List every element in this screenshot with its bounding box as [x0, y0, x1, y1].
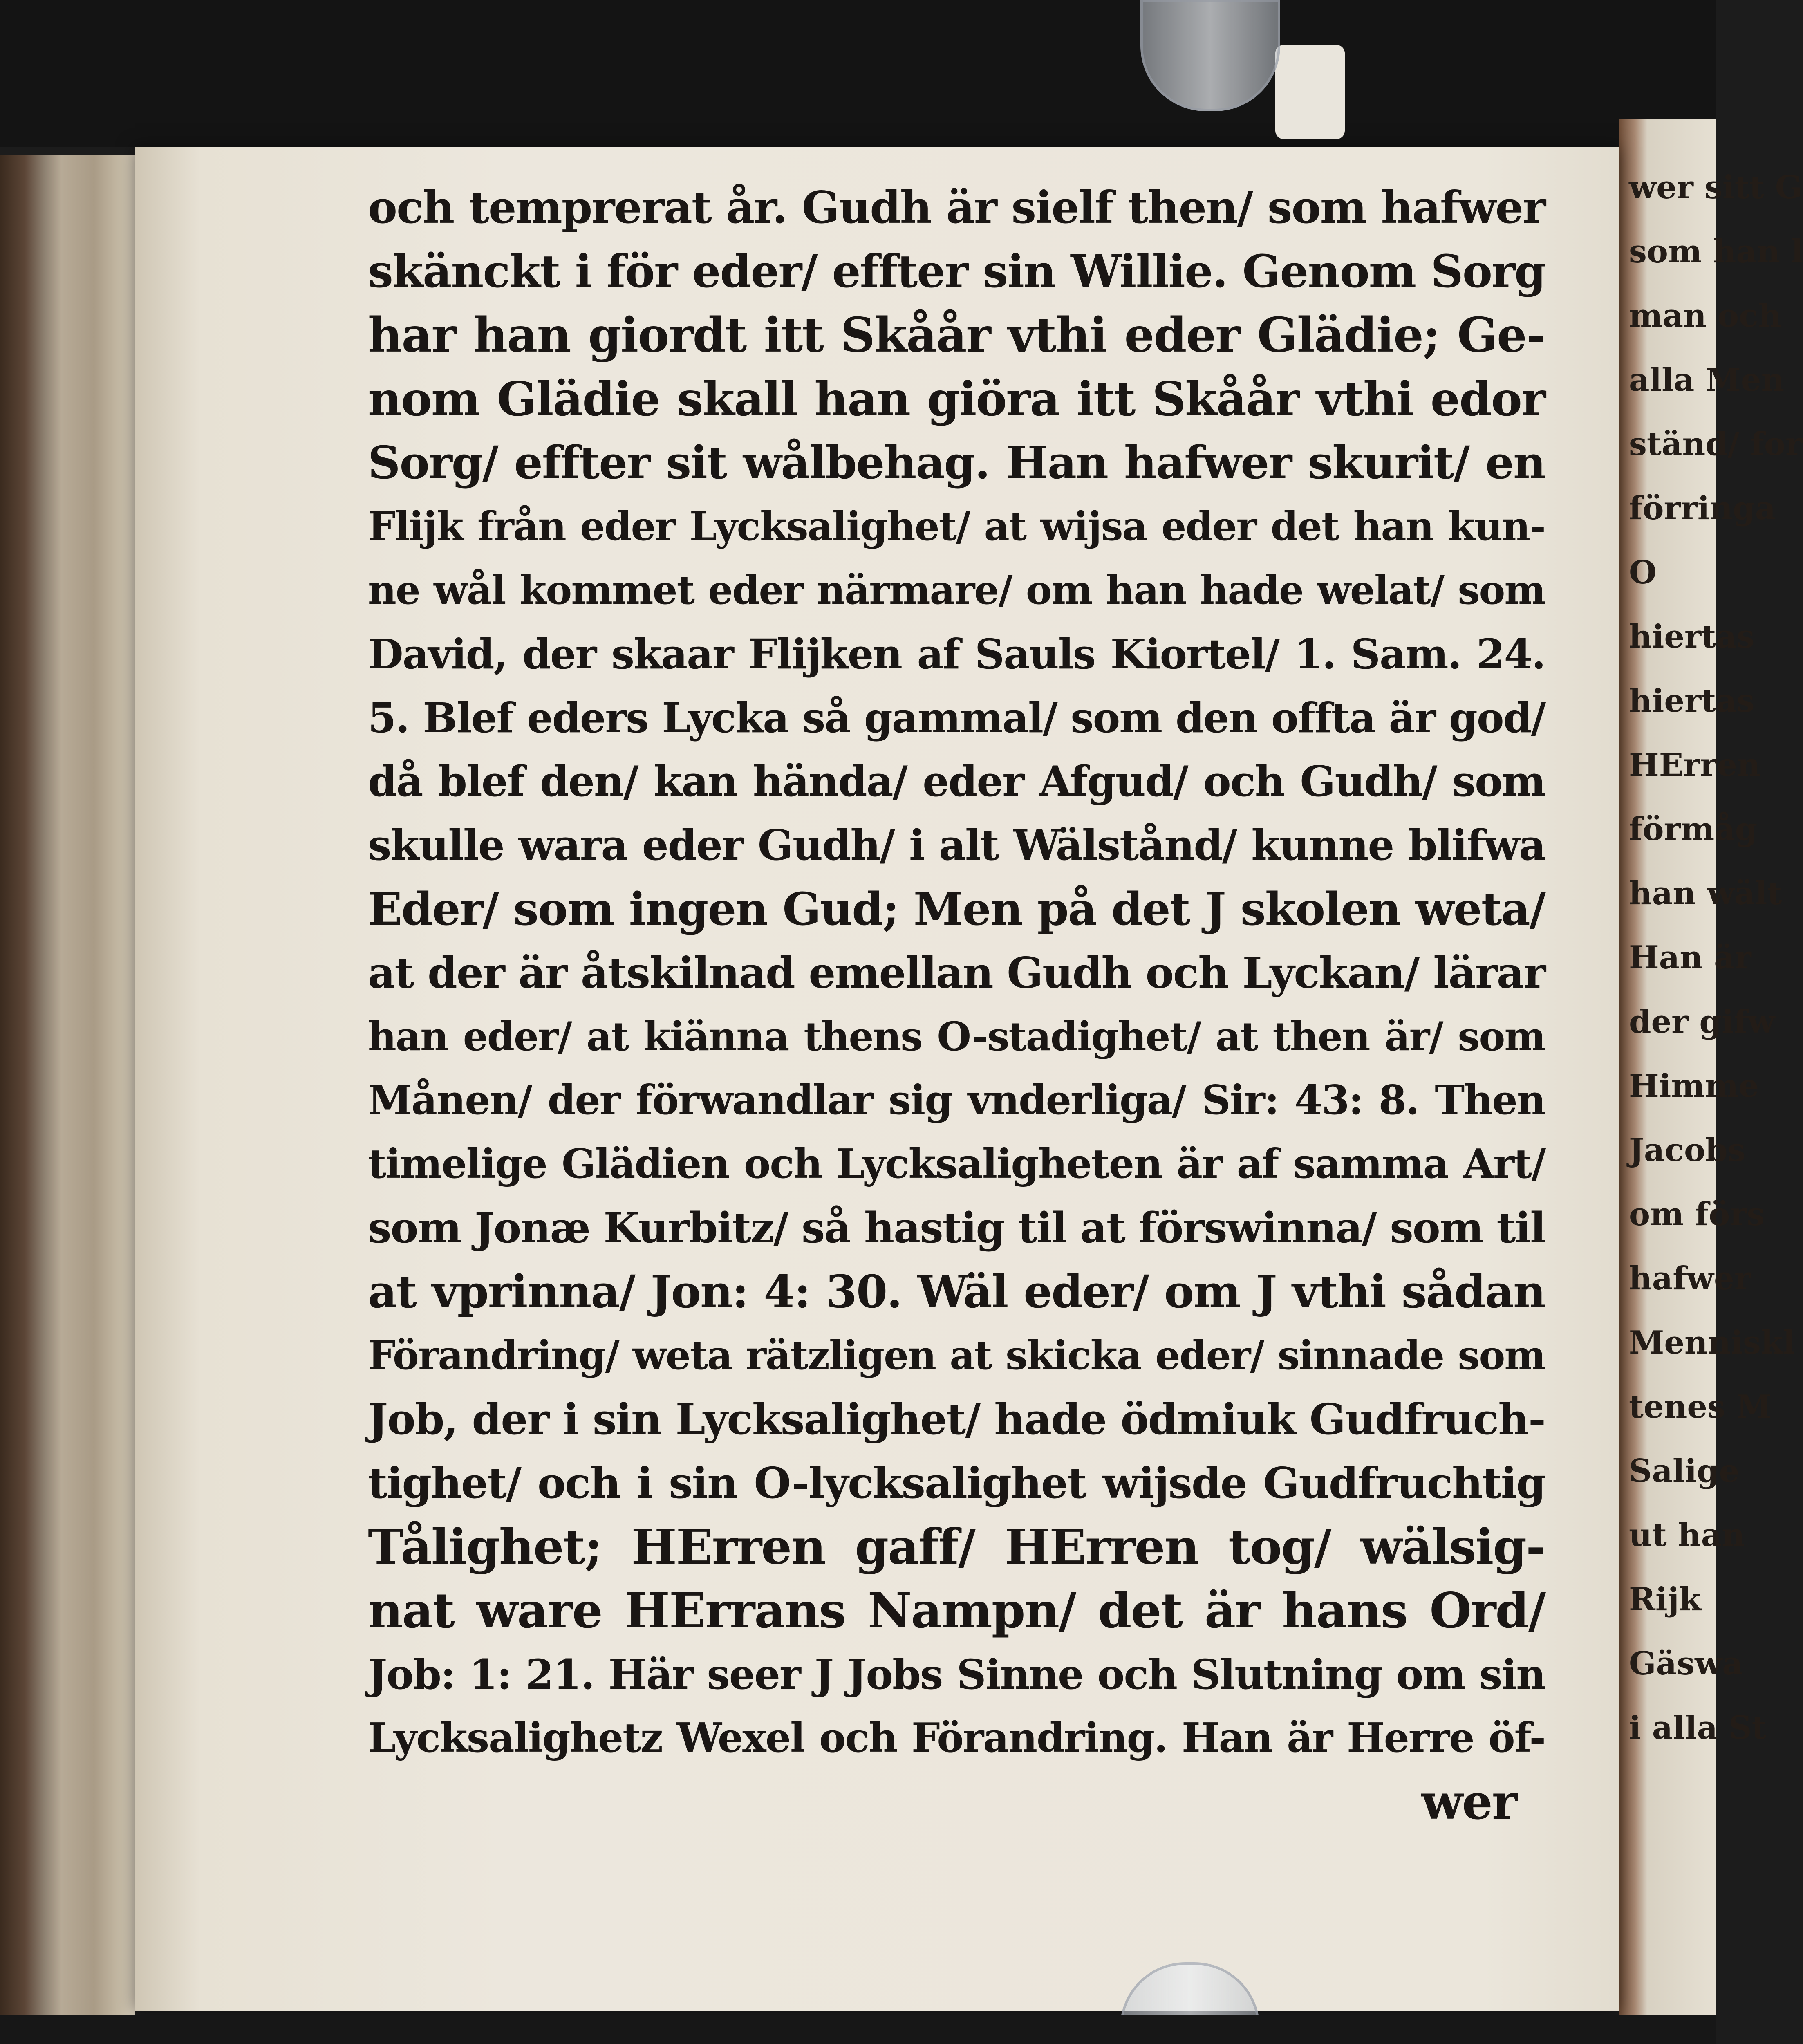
text-line: har han giordt itt Skåår vthi eder Glädie; Ge-	[368, 307, 1545, 363]
adjacent-text-line: Salige	[1629, 1452, 1740, 1490]
text-line: Tålighet; HErren gaff/ HErren tog/ wälsig-	[368, 1518, 1545, 1575]
adjacent-text-line: hiertas	[1629, 682, 1755, 719]
text-line: 5. Blef eders Lycka så gammal/ som den offta är god/	[368, 694, 1545, 742]
text-line: skulle wara eder Gudh/ i alt Wälstånd/ kunne blifwa	[368, 821, 1545, 870]
adjacent-text-line: Jacobs	[1629, 1132, 1746, 1169]
adjacent-text-line: hiertas	[1629, 618, 1755, 655]
adjacent-text-line: hafwer	[1629, 1260, 1751, 1297]
text-line: Flijk från eder Lycksalighet/ at wijsa eder det han kun-	[368, 503, 1545, 549]
adjacent-text-line: i alla St	[1629, 1709, 1767, 1746]
text-line: och temprerat år. Gudh är sielf then/ som hafwer	[368, 182, 1545, 233]
adjacent-text-line: O	[1629, 554, 1657, 591]
text-line: skänckt i för eder/ effter sin Willie. Genom Sorg	[368, 245, 1545, 298]
adjacent-text-line: Han är	[1629, 939, 1751, 976]
text-line: Eder/ som ingen Gud; Men på det J skolen weta/	[368, 883, 1545, 935]
adjacent-text-line: Menniskl	[1629, 1324, 1795, 1361]
text-line: Job, der i sin Lycksalighet/ hade ödmiuk Gudfruch-	[368, 1394, 1545, 1444]
page-text	[368, 176, 1545, 1834]
text-line: ne wål kommet eder närmare/ om han hade welat/ som	[368, 567, 1545, 613]
adjacent-text-line: om förs	[1629, 1196, 1765, 1233]
background-top	[0, 0, 1716, 147]
adjacent-page-text	[1629, 155, 1803, 1760]
adjacent-text-line: förmåg	[1629, 811, 1758, 848]
text-line: Sorg/ effter sit wålbehag. Han hafwer skurit/ en	[368, 436, 1545, 489]
text-line: Månen/ der förwandlar sig vnderliga/ Sir: 43: 8. Then	[368, 1077, 1545, 1124]
adjacent-text-line: Rijk	[1629, 1581, 1701, 1618]
adjacent-text-line: der gifw	[1629, 1003, 1775, 1040]
text-line: nat ware HErrans Nampn/ det är hans Ord/	[368, 1582, 1545, 1639]
adjacent-text-line: han wält	[1629, 875, 1782, 912]
text-line: som Jonæ Kurbitz/ så hastig til at förswinna/ som til	[368, 1204, 1545, 1253]
text-line: timelige Glädien och Lycksaligheten är af samma Art/	[368, 1141, 1545, 1188]
text-line: nom Glädie skall han giöra itt Skåår vthi edor	[368, 372, 1545, 426]
adjacent-text-line: alla Men	[1629, 361, 1785, 399]
adjacent-text-line: ständ/ for	[1629, 426, 1803, 463]
adjacent-text-line: ut han	[1629, 1517, 1745, 1554]
adjacent-text-line: tenes M	[1629, 1388, 1772, 1425]
adjacent-text-line: HErren	[1629, 746, 1760, 784]
adjacent-text-line: man och	[1629, 297, 1782, 334]
text-line: David, der skaar Flijken af Sauls Kiortel/ 1. Sam. 24.	[368, 630, 1545, 678]
text-line: då blef den/ kan hända/ eder Afgud/ och Gudh/ som	[368, 757, 1545, 806]
text-line: at der är åtskilnad emellan Gudh och Lyckan/ lärar	[368, 948, 1545, 998]
book-page-edges	[0, 155, 135, 2044]
text-line: Förandring/ weta rätzligen at skicka eder/ sinnade som	[368, 1332, 1545, 1378]
adjacent-text-line: förringa	[1629, 490, 1776, 527]
adjacent-text-line: wer sitt G	[1629, 169, 1803, 206]
text-line: Lycksalighetz Wexel och Förandring. Han är Herre öf-	[368, 1715, 1545, 1762]
text-line: Job: 1: 21. Här seer J Jobs Sinne och Slutning om sin	[368, 1650, 1545, 1699]
text-line: at vprinna/ Jon: 4: 30. Wäl eder/ om J vthi sådan	[368, 1265, 1545, 1318]
paper-tab	[1275, 45, 1345, 139]
adjacent-text-line: som han l	[1629, 233, 1803, 270]
catchword: wer	[1421, 1773, 1516, 1830]
adjacent-text-line: Gäswa	[1629, 1645, 1743, 1682]
adjacent-text-line: Himme	[1629, 1067, 1759, 1105]
text-line: tighet/ och i sin O-lycksalighet wijsde Gudfruchtig	[368, 1458, 1545, 1508]
text-line: han eder/ at kiänna thens O-stadighet/ at then är/ som	[368, 1013, 1545, 1060]
background-bottom	[0, 2015, 1716, 2044]
